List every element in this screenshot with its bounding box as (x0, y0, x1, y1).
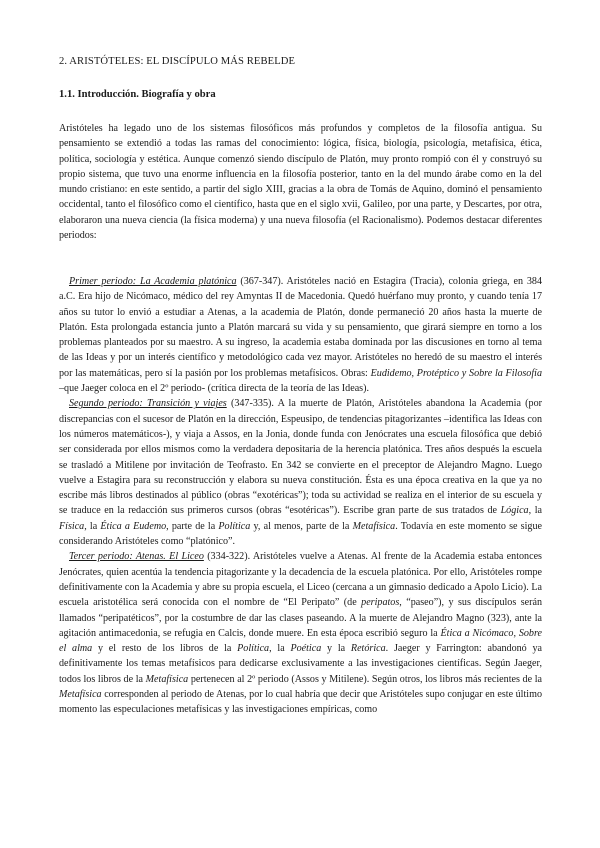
period-3-text: Aristóteles vuelve a Atenas. Al frente de la Academia estaba entonces Jenócrates, quien acentúa la tendencia pitagorizante y la decadencia de la escuela platónica. Por ello, Aristóteles rompe definitivamente con la Academia y abre su propia escuela, el Liceo (cercana a un gimnasio dedicado a Apolo Licio). La escuela aristotélica será conocida con el nombre de “El Peripato” (de (59, 551, 542, 609)
work-title: Metafísica (352, 520, 396, 532)
period-3 (59, 549, 542, 717)
period-1-works: Eudidemo, Protéptico y Sobre la Filosofía (370, 367, 542, 379)
period-2-text: A la muerte de Platón, Aristóteles abandona la Academia (por discrepancias con el sucesor de Platón en la dirección, Espeusipo, de tendencias pitagorizantes –identifica las Ideas con los números matemáticos-), y viaja a Assos, en la Jonia, donde funda con Jenócrates una escuela filosófica que debió ser considerada por ellos mismos como la verdadera depositaria de la herencia platónica. Tres años después la escuela se trasladó a Mitilene por invitación de Teofrasto. En 342 se convierte en el preceptor de Alejandro Magno. Luego vuelve a Estagira para su reconstrucción y elabora su nueva constitución. Ésta es una época creativa en la que ya no escribe más libros destinados al público (obras “exotéricas”); toda su actividad se realiza en el interior de su escuela y se traduce en la redacción sus primeros cursos (obras “esotéricas”). Escribe gran parte de sus tratados de (59, 398, 542, 517)
period-3-sep: . Jaeger y Farrington: abandonó ya definitivamente los temas metafísicos para dedicarse exclusivamente a las investigaciones científicas. Según Jaeger, todos los libros de la (59, 643, 543, 685)
period-1-text: Aristóteles nació en Estagira (Tracia), colonia griega, en 384 a.C. Era hijo de Nicómaco, médico del rey Amyntas II de Macedonia. Quedó huérfano muy pronto, y cuando tenía 17 años su tutor lo envió a estudiar a Atenas, a la academia de Platón, donde permaneció 20 años hasta la muerte de Platón. Esta prolongada estancia junto a Platón marcará su vida y su pensamiento, que girará siempre en torno a los problemas planteados por su maestro. A su ingreso, la academia estaba dominada por las discusiones en torno al tema de las Ideas y por un interés científico y metodológico cada vez mayor. Aristóteles no heredó de su maestro el interés por las matemáticas, pero sí la pasión por los problemas metafísicos. Obras: (59, 276, 542, 379)
period-3-sep: pertenecen al 2º periodo (Assos y Mitilene). Según otros, los libros más recientes de la (188, 673, 542, 685)
period-2-text-end: . Todavía en este momento se sigue considerando Aristóteles como “platónico”. (59, 520, 542, 548)
period-2-sep: , la (528, 505, 542, 517)
work-title: Poética (290, 643, 322, 655)
period-2-sep: y, al menos, parte de la (250, 520, 353, 532)
period-3-sep: y la (321, 643, 351, 655)
period-3-sep: , la (269, 643, 291, 655)
work-title: Política (218, 520, 251, 532)
period-3-sep: , “paseo”), y sus discípulos serán llamados “peripatéticos”, por la costumbre de dar las clases paseando. A la muerte de Alejandro Magno (323), ante la agitación antimacedonia, se refugia en Calcis, donde muere. En esta época escribió seguro la (59, 597, 542, 639)
work-title: Ética a Nicómaco, Sobre el alma (59, 627, 542, 655)
period-2-dates: (347-335). (226, 398, 274, 410)
work-title: Política (237, 643, 270, 655)
period-2-title: Segundo periodo: Transición y viajes (69, 398, 227, 410)
period-3-title: Tercer periodo: Atenas. El Liceo (69, 551, 204, 563)
periods-list (59, 274, 542, 718)
intro-text: Aristóteles ha legado uno de los sistemas filosóficos más profundos y completos de la filosofía antigua. Su pensamiento se extendió a todas las ramas del conocimiento: lógica, física, biología, psicología, metafísica, ética, política, sociología y estética. Aunque comenzó siendo discípulo de Platón, muy pronto rompió con él y construyó su propio sistema, que tuvo una enorme influencia en la filosofía posterior, tanto en la del mundo árabe como en la del mundo cristiano: en este sentido, a partir del siglo XIII, gracias a la obra de Tomás de Aquino, dominó el pensamiento occidental, tanto el filosófico como el científico, hasta que en el siglo xvii, Galileo, por una parte, y Descartes, por otra, elaboraron una nueva ciencia (la física moderna) y una nueva filosofía (el Racionalismo). Podemos destacar diferentes periodos: (59, 123, 542, 242)
section-title: 1.1. Introducción. Biografía y obra (59, 89, 216, 100)
period-1-text-end: –que Jaeger coloca en el 2º periodo- (crítica directa de la teoría de las Ideas). (59, 383, 369, 395)
period-2-sep: , la (84, 520, 101, 532)
work-title: Lógica (500, 505, 529, 517)
period-2 (59, 396, 542, 549)
period-3-text-end: corresponden al periodo de Atenas, por lo cual habría que decir que Aristóteles supo conjugar en este último momento las especulaciones metafísicas y las investigaciones empíricas, como (59, 689, 542, 716)
intro-paragraph (59, 121, 542, 243)
period-3-sep: y el resto de los libros de la (92, 643, 238, 655)
work-title: Física (59, 520, 85, 532)
work-title: peripatos (361, 597, 400, 609)
period-2-sep: , parte de la (166, 520, 219, 532)
chapter-title: 2. ARISTÓTELES: EL DISCÍPULO MÁS REBELDE (59, 56, 296, 67)
period-1-title: Primer periodo: La Academia platónica (69, 276, 237, 287)
work-title: Metafísica (145, 673, 189, 685)
work-title: Metafísica (59, 689, 102, 701)
period-3-dates: (334-322). (203, 551, 251, 563)
period-1 (59, 274, 542, 396)
work-title: Ética a Eudemo (100, 520, 167, 532)
period-1-dates: (367-347). (236, 276, 284, 287)
work-title: Retórica (350, 643, 386, 655)
